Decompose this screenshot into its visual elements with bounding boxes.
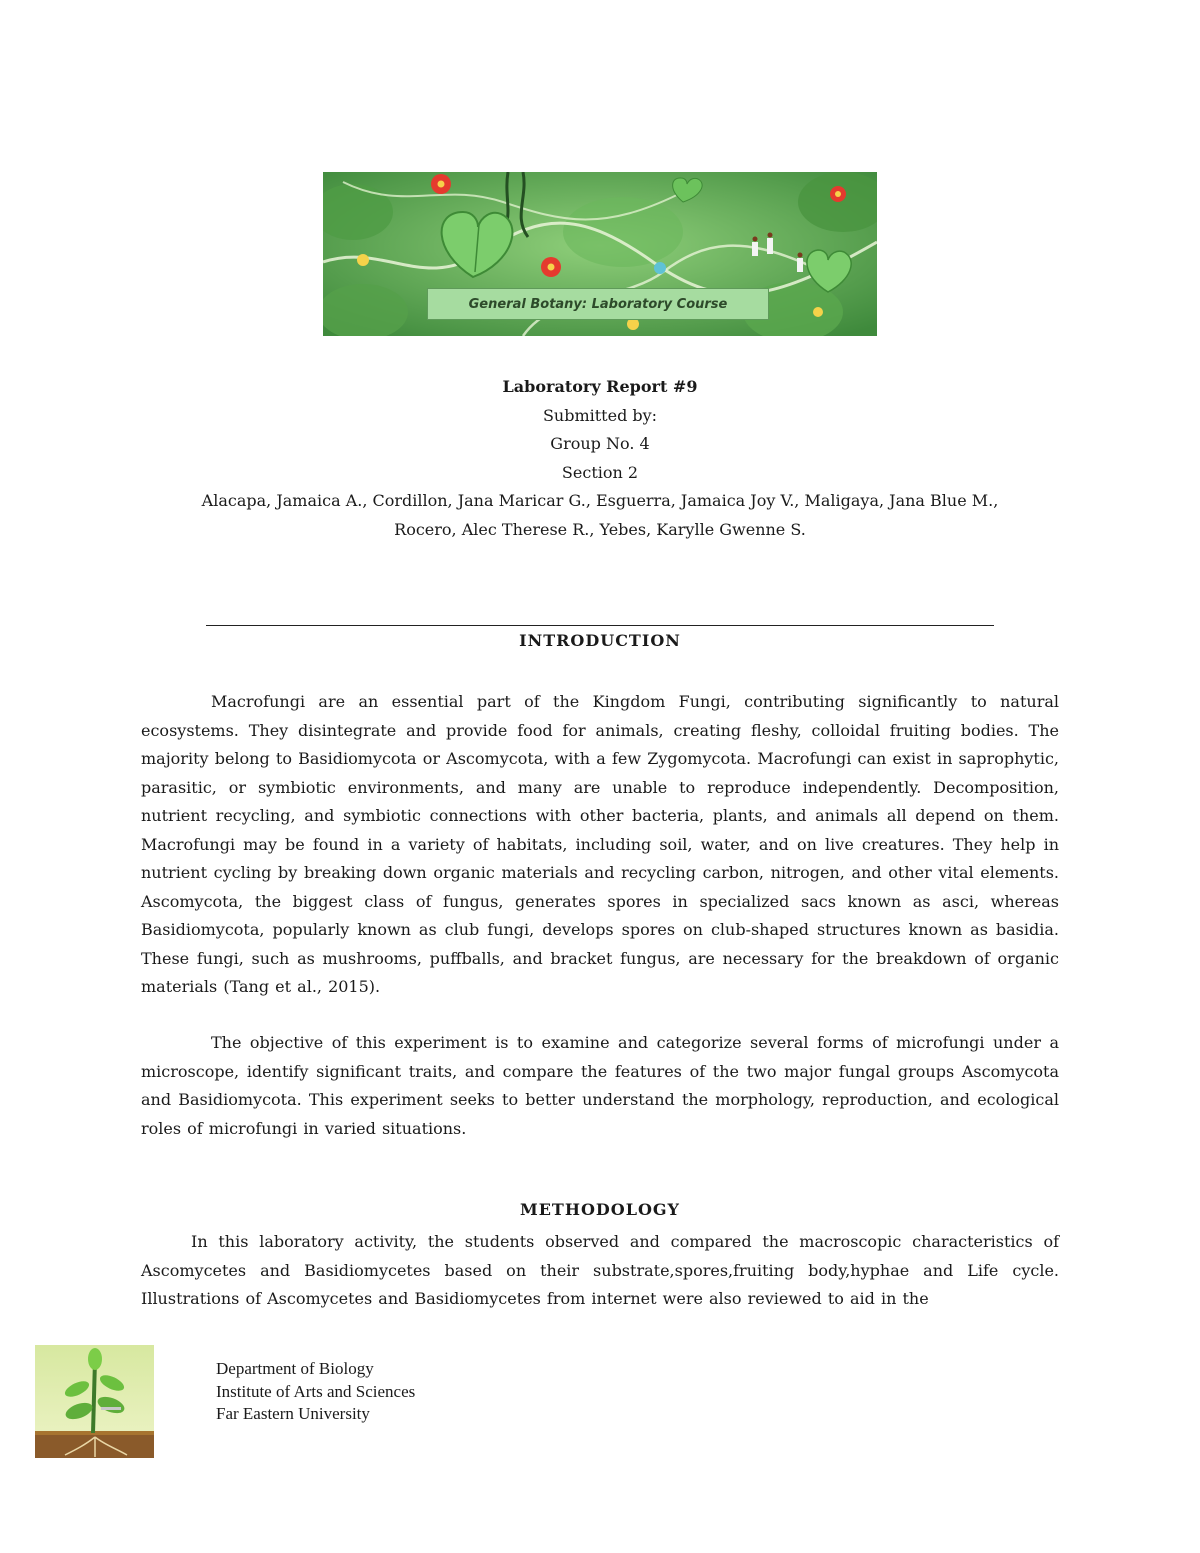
footer-department: Department of Biology [216, 1359, 374, 1378]
group-number: Group No. 4 [550, 434, 650, 453]
section-number: Section 2 [561, 462, 639, 482]
authors-line-2: Rocero, Alec Therese R., Yebes, Karylle Gwenne S. [394, 519, 806, 539]
methodology-text: In this laboratory activity, the students observed and compared the macroscopic characteristics of Ascomycetes and Basidiomycetes based on their substrate,spores,fruiting body,hyphae and Life cycle. Illustrations of Ascomycetes and Basidiomycetes from internet were also reviewed to aid in the [141, 1232, 1059, 1308]
footer-institute: Institute of Arts and Sciences [216, 1381, 416, 1401]
introduction-paragraph-1: Macrofungi are an essential part of the Kingdom Fungi, contributing significantly to natural ecosystems. They disintegrate and provide food for animals, creating fleshy, colloidal fruiting bodies. The majority belong to Basidiomycota or Ascomycota, with a few Zygomycota. Macrofungi can exist in saprophytic, parasitic, or symbiotic environments, and many are unable to reproduce independently. Decomposition, nutrient recycling, and symbiotic connections with other bacteria, plants, and animals all depend on them. Macrofungi may be found in a variety of habitats, including soil, water, and on live creatures. They help in nutrient cycling by breaking down organic materials and recycling carbon, nitrogen, and other vital elements. Ascomycota, the biggest class of fungus, generates spores in specialized sacs known as asci, whereas Basidiomycota, popularly known as club fungi, develops spores on club-shaped structures known as basidia. These fungi, such as mushrooms, puffballs, and bracket fungus, are necessary for the breakdown of organic materials (Tang et al., 2015). [141, 692, 1059, 996]
footer-institution [216, 1358, 415, 1426]
section-divider [206, 625, 994, 626]
banner-image [323, 172, 877, 336]
authors-line-1: Alacapa, Jamaica A., Cordillon, Jana Maricar G., Esguerra, Jamaica Joy V., Maligaya, Jana Blue M., [201, 491, 999, 510]
methodology-heading: METHODOLOGY [520, 1200, 680, 1219]
methodology-paragraph-1 [141, 1228, 1059, 1314]
banner-title: General Botany: Laboratory Course [427, 288, 769, 320]
submitted-by: Submitted by: [542, 405, 658, 425]
introduction-heading: INTRODUCTION [519, 631, 681, 650]
report-title: Laboratory Report #9 [502, 377, 698, 396]
seedling-icon [35, 1345, 154, 1458]
seedling-logo [35, 1345, 154, 1458]
footer-university: Far Eastern University [216, 1404, 370, 1423]
introduction-paragraph-2: The objective of this experiment is to examine and categorize several forms of microfungi under a microscope, identify significant traits, and compare the features of the two major fungal groups Ascomycota and Basidiomycota. This experiment seeks to better understand the morphology, reproduction, and ecological roles of microfungi in varied situations. [141, 1033, 1059, 1138]
report-header [100, 373, 1100, 544]
